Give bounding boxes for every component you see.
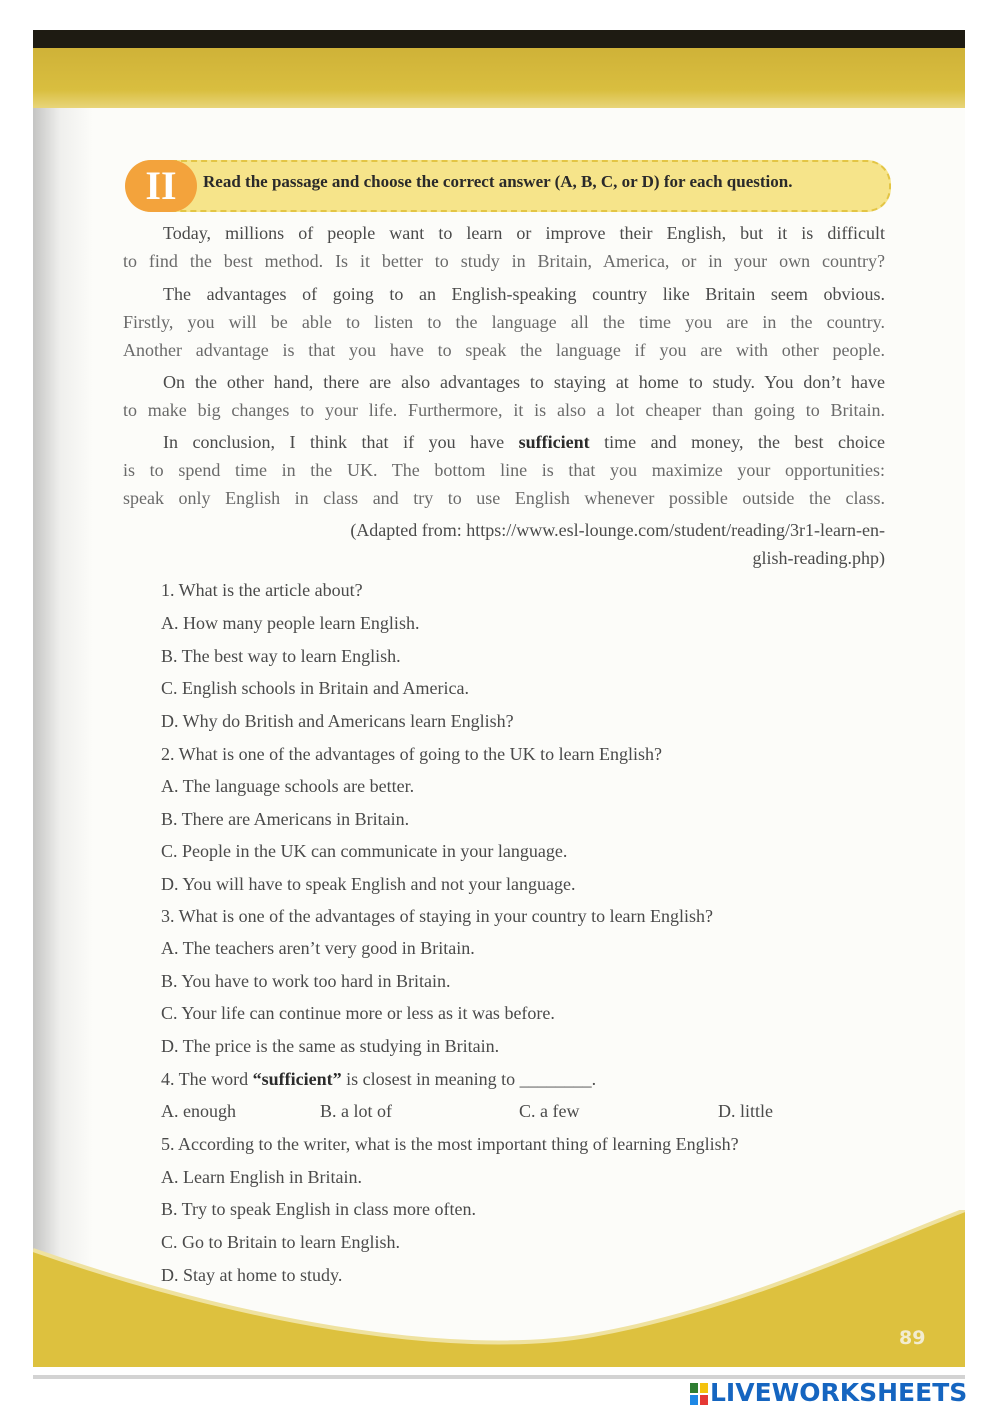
option-4c: C. a few bbox=[519, 1101, 580, 1121]
page-number: 89 bbox=[899, 1327, 926, 1349]
question-text: is closest in meaning to ________. bbox=[341, 1069, 597, 1089]
passage-line: The advantages of going to an English-speaking country like Britain seem obvious. bbox=[163, 284, 885, 304]
option-1c: C. English schools in Britain and America. bbox=[161, 678, 469, 698]
passage-line: to make big changes to your life. Furthermore, it is also a lot cheaper than going to Britain. bbox=[123, 400, 885, 420]
source-citation: glish-reading.php) bbox=[752, 548, 885, 568]
option-3a: A. The teachers aren’t very good in Britain. bbox=[161, 938, 475, 958]
passage-line: Today, millions of people want to learn or improve their English, but it is difficult bbox=[163, 223, 885, 243]
option-1a: A. How many people learn English. bbox=[161, 613, 420, 633]
passage-text: time and money, the best choice bbox=[589, 432, 885, 452]
option-5c: C. Go to Britain to learn English. bbox=[161, 1232, 400, 1252]
liveworksheets-logo-icon bbox=[690, 1383, 708, 1405]
option-2a: A. The language schools are better. bbox=[161, 776, 415, 796]
option-3b: B. You have to work too hard in Britain. bbox=[161, 971, 451, 991]
passage-line: Firstly, you will be able to listen to the language all the time you are in the country. bbox=[123, 312, 885, 332]
source-citation: (Adapted from: https://www.esl-lounge.com/student/reading/3r1-learn-en- bbox=[350, 520, 885, 540]
option-3c: C. Your life can continue more or less as it was before. bbox=[161, 1003, 555, 1023]
option-4b: B. a lot of bbox=[320, 1101, 392, 1121]
binding-shadow bbox=[33, 108, 93, 1367]
passage-line: to find the best method. Is it better to study in Britain, America, or in your own country? bbox=[123, 251, 885, 271]
passage-line: On the other hand, there are also advantages to staying at home to study. You don’t have bbox=[163, 372, 885, 392]
keyword-sufficient-quoted: “sufficient” bbox=[252, 1069, 342, 1089]
passage-text: In conclusion, I think that if you have bbox=[163, 432, 519, 452]
option-4d: D. little bbox=[718, 1101, 773, 1121]
option-2d: D. You will have to speak English and not your language. bbox=[161, 874, 576, 894]
page-top-edge bbox=[33, 30, 965, 48]
option-5a: A. Learn English in Britain. bbox=[161, 1167, 362, 1187]
header-band bbox=[33, 48, 965, 108]
passage-line: is to spend time in the UK. The bottom line is that you maximize your opportunities: bbox=[123, 460, 885, 480]
option-1b: B. The best way to learn English. bbox=[161, 646, 401, 666]
watermark-text: LIVEWORKSHEETS bbox=[710, 1378, 968, 1407]
option-2b: B. There are Americans in Britain. bbox=[161, 809, 410, 829]
question-2: 2. What is one of the advantages of going to the UK to learn English? bbox=[161, 744, 663, 764]
question-1: 1. What is the article about? bbox=[161, 580, 363, 600]
passage-line bbox=[163, 431, 885, 453]
section-number-badge: II bbox=[125, 160, 197, 212]
question-4 bbox=[161, 1068, 596, 1090]
question-5: 5. According to the writer, what is the most important thing of learning English? bbox=[161, 1134, 739, 1154]
keyword-sufficient: sufficient bbox=[518, 432, 590, 452]
option-4a: A. enough bbox=[161, 1101, 236, 1121]
section-instruction: Read the passage and choose the correct answer (A, B, C, or D) for each question. bbox=[203, 172, 793, 191]
question-3: 3. What is one of the advantages of staying in your country to learn English? bbox=[161, 906, 714, 926]
liveworksheets-watermark bbox=[690, 1377, 990, 1411]
option-5b: B. Try to speak English in class more often. bbox=[161, 1199, 476, 1219]
passage-line: Another advantage is that you have to speak the language if you are with other people. bbox=[123, 340, 885, 360]
passage-line: speak only English in class and try to use English whenever possible outside the class. bbox=[123, 488, 885, 508]
option-3d: D. The price is the same as studying in Britain. bbox=[161, 1036, 500, 1056]
option-1d: D. Why do British and Americans learn English? bbox=[161, 711, 514, 731]
question-text: 4. The word bbox=[161, 1069, 253, 1089]
option-5d: D. Stay at home to study. bbox=[161, 1265, 343, 1285]
option-2c: C. People in the UK can communicate in your language. bbox=[161, 841, 568, 861]
